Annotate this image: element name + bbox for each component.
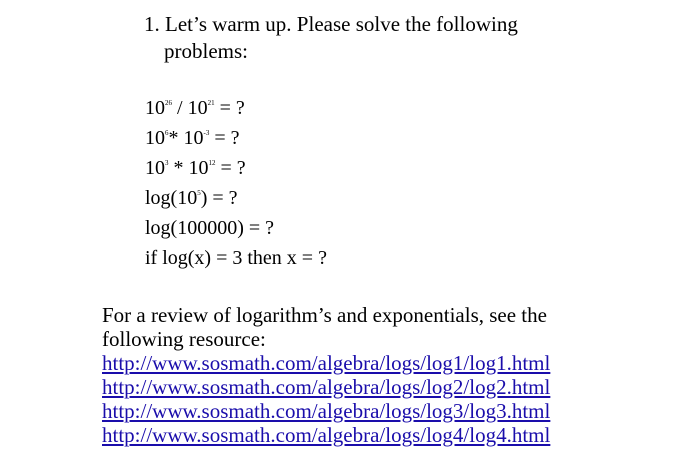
problem-6: if log(x) = 3 then x = ?: [145, 247, 327, 269]
question-heading-line-1: 1. Let’s warm up. Please solve the following: [144, 12, 518, 36]
problem-2: [145, 123, 327, 153]
problem-2-operator: *: [168, 127, 184, 149]
problem-3-exponent-1: 3: [165, 159, 169, 167]
problem-3-equals: = ?: [215, 157, 246, 179]
problem-3-base-2: 10: [188, 157, 209, 179]
problem-1-operator: /: [172, 97, 188, 119]
problem-4-suffix: ) = ?: [200, 187, 238, 209]
problem-list: [145, 93, 327, 273]
problem-2-equals: = ?: [209, 127, 240, 149]
resource-link-log2[interactable]: http://www.sosmath.com/algebra/logs/log2/log2.html: [102, 375, 551, 399]
resource-link-log4[interactable]: http://www.sosmath.com/algebra/logs/log4/log4.html: [102, 423, 551, 447]
problem-1-exponent-1: 26: [165, 99, 172, 107]
problem-4-prefix: log(10: [145, 187, 198, 209]
question-heading: [144, 11, 564, 65]
problem-5: log(100000) = ?: [145, 217, 275, 239]
problem-3-base-1: 10: [145, 157, 165, 179]
problem-1: [145, 93, 327, 123]
problem-1-base-2: 10: [187, 97, 208, 119]
review-text-line-2: following resource:: [102, 327, 266, 351]
question-heading-line-2: problems:: [164, 39, 248, 63]
resource-link-log1[interactable]: http://www.sosmath.com/algebra/logs/log1/log1.html: [102, 351, 551, 375]
problem-1-equals: = ?: [214, 97, 245, 119]
review-section: [102, 303, 582, 447]
problem-4: [145, 183, 327, 213]
problem-1-base-1: 10: [145, 97, 165, 119]
problem-4-exponent: 5: [197, 189, 201, 197]
problem-3-exponent-2: 12: [208, 159, 216, 167]
review-text-line-1: For a review of logarithm’s and exponentials, see the: [102, 303, 547, 327]
problem-3: [145, 153, 327, 183]
problem-2-base-1: 10: [145, 127, 165, 149]
problem-1-exponent-2: 21: [207, 99, 215, 107]
problem-2-exponent-1: 6: [165, 129, 169, 137]
problem-2-exponent-2: -3: [203, 129, 210, 137]
problem-3-operator: *: [168, 157, 189, 179]
problem-2-base-2: 10: [183, 127, 204, 149]
resource-link-log3[interactable]: http://www.sosmath.com/algebra/logs/log3/log3.html: [102, 399, 551, 423]
